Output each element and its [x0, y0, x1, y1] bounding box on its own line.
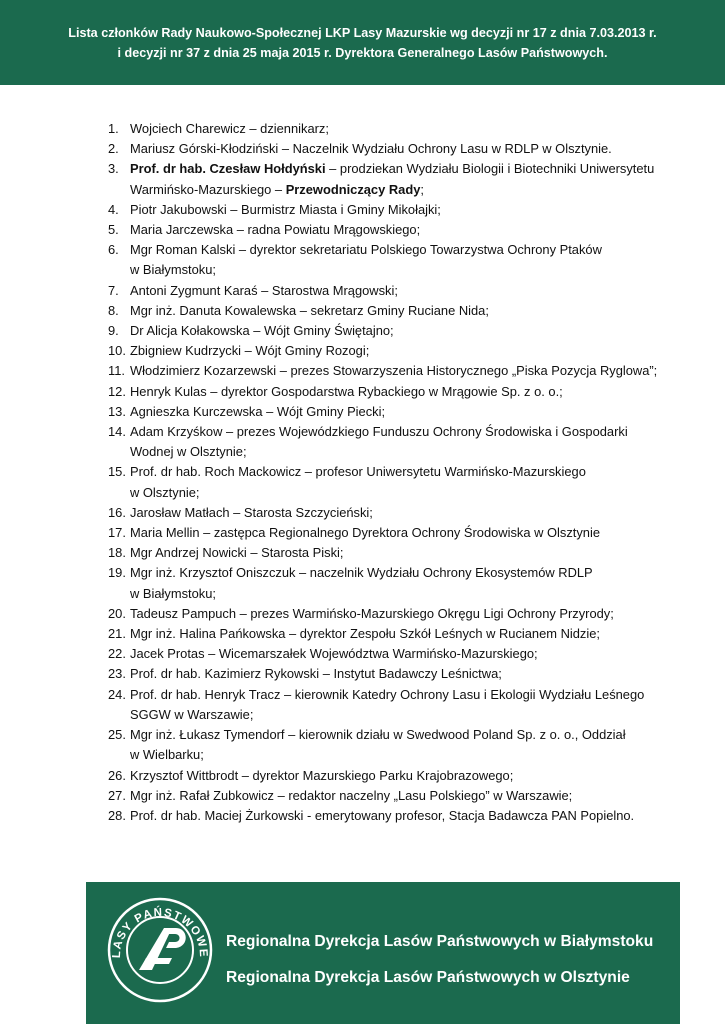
list-item: 9. Dr Alicja Kołakowska – Wójt Gminy Świętajno; [108, 323, 394, 339]
list-item: 21. Mgr inż. Halina Pańkowska – dyrektor Zespołu Szkół Leśnych w Rucianem Nidzie; [108, 626, 600, 642]
list-item: 18. Mgr Andrzej Nowicki – Starosta Piski; [108, 545, 344, 561]
list-item: 10. Zbigniew Kudrzycki – Wójt Gminy Rozogi; [108, 343, 370, 359]
list-item: 20. Tadeusz Pampuch – prezes Warmińsko-Mazurskiego Okręgu Ligi Ochrony Przyrody; [108, 605, 614, 621]
list-item: 26. Krzysztof Wittbrodt – dyrektor Mazurskiego Parku Krajobrazowego; [108, 767, 514, 783]
header-title-line-2: i decyzji nr 37 z dnia 25 maja 2015 r. Dyrektora Generalnego Lasów Państwowych. [117, 45, 608, 60]
list-item: 17. Maria Mellin – zastępca Regionalnego Dyrektora Ochrony Środowiska w Olsztynie [108, 525, 600, 541]
list-item: 19. Mgr inż. Krzysztof Oniszczuk – naczelnik Wydziału Ochrony Ekosystemów RDLP w Białymstoku; [108, 565, 593, 601]
chairman-name: Prof. dr hab. Czesław Hołdyński [130, 161, 326, 177]
list-item: 27. Mgr inż. Rafał Zubkowicz – redaktor naczelny „Lasu Polskiego” w Warszawie; [108, 787, 573, 803]
chairman-role: Przewodniczący Rady [285, 181, 421, 197]
list-item: 2. Mariusz Górski-Kłodziński – Naczelnik Wydziału Ochrony Lasu w RDLP w Olsztynie. [108, 141, 612, 157]
header-title-line-1: Lista członków Rady Naukowo-Społecznej LKP Lasy Mazurskie wg decyzji nr 17 z dnia 7.03.2013 r. [68, 25, 657, 40]
list-item: 15. Prof. dr hab. Roch Mackowicz – profesor Uniwersytetu Warmińsko-Mazurskiego w Olsztynie; [108, 464, 586, 500]
list-item: 11. Włodzimierz Kozarzewski – prezes Stowarzyszenia Historycznego „Piska Pozycja Ryglowa”; [108, 363, 658, 379]
list-item: 22. Jacek Protas – Wicemarszałek Województwa Warmińsko-Mazurskiego; [108, 646, 538, 662]
lasy-panstwowe-logo-icon [106, 896, 214, 1004]
list-item: 24. Prof. dr hab. Henryk Tracz – kierownik Katedry Ochrony Lasu i Ekologii Wydziału Leśnego SGGW w Warszawie; [108, 686, 645, 722]
page-footer [86, 882, 680, 1024]
list-item: 16. Jarosław Matłach – Starosta Szczycieński; [108, 504, 373, 520]
list-item: 14. Adam Krzyśkow – prezes Wojewódzkiego Funduszu Ochrony Środowiska i Gospodarki Wodnej w Olsztynie; [108, 424, 628, 460]
list-item: 12. Henryk Kulas – dyrektor Gospodarstwa Rybackiego w Mrągowie Sp. z o. o.; [108, 383, 563, 399]
list-item: 7. Antoni Zygmunt Karaś – Starostwa Mrągowski; [108, 282, 398, 298]
footer-line-bialystok: Regionalna Dyrekcja Lasów Państwowych w Białymstoku [226, 933, 654, 950]
list-item: 25. Mgr inż. Łukasz Tymendorf – kierownik działu w Swedwood Poland Sp. z o. o., Oddział w Wielbarku; [108, 727, 626, 763]
list-item: 28. Prof. dr hab. Maciej Żurkowski - emerytowany profesor, Stacja Badawcza PAN Popielno. [108, 807, 635, 823]
list-item: 23. Prof. dr hab. Kazimierz Rykowski – Instytut Badawczy Leśnictwa; [108, 666, 502, 682]
page-header [0, 0, 725, 85]
list-item: 8. Mgr inż. Danuta Kowalewska – sekretarz Gminy Ruciane Nida; [108, 302, 489, 318]
list-item: 5. Maria Jarczewska – radna Powiatu Mrągowskiego; [108, 222, 421, 238]
member-list [108, 119, 698, 826]
list-item: 13. Agnieszka Kurczewska – Wójt Gminy Piecki; [108, 403, 386, 419]
svg-text:LASY PAŃSTWOWE: LASY PAŃSTWOWE [110, 906, 210, 959]
list-item: 4. Piotr Jakubowski – Burmistrz Miasta i Gminy Mikołajki; [108, 201, 441, 217]
list-item: 3. Prof. dr hab. Czesław Hołdyński – prodziekan Wydziału Biologii i Biotechniki Uniwersytetu Warmińsko-Mazurskiego – Przewodniczący Rady; [108, 161, 655, 197]
list-item: 1. Wojciech Charewicz – dziennikarz; [108, 121, 329, 136]
list-item: 6. Mgr Roman Kalski – dyrektor sekretariatu Polskiego Towarzystwa Ochrony Ptaków w Białymstoku; [108, 242, 602, 278]
footer-line-olsztyn: Regionalna Dyrekcja Lasów Państwowych w Olsztynie [226, 969, 630, 986]
